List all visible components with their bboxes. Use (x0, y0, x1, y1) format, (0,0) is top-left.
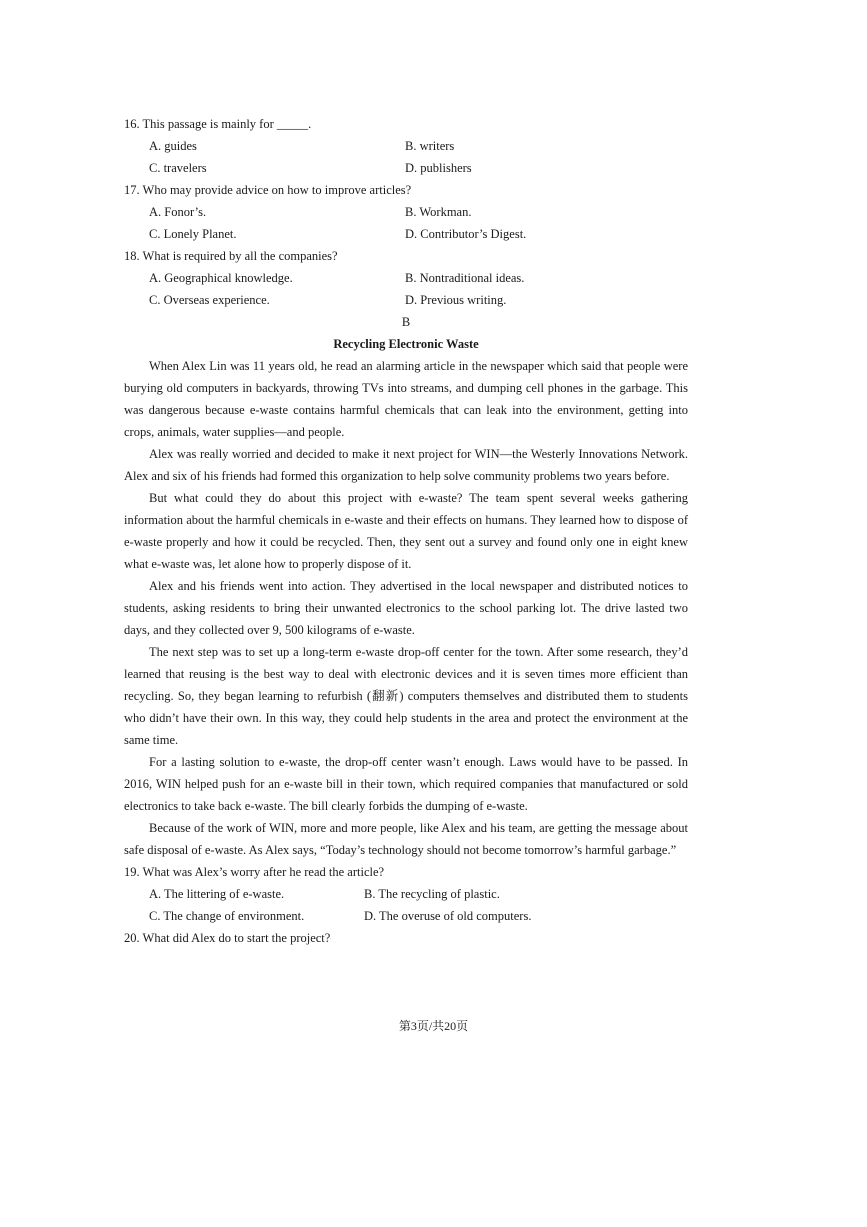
question-stem: 17. Who may provide advice on how to improve articles? (124, 183, 412, 197)
question-stem: 16. This passage is mainly for _____. (124, 117, 312, 131)
option-row (124, 883, 688, 905)
question-17 (124, 179, 688, 245)
passage-paragraph: But what could they do about this project with e-waste? The team spent several weeks gathering information about the harmful chemicals in e-waste and their effects on humans. They learned how to dispose of e-waste properly and how it could be recycled. Then, they sent out a survey and found only one in eight knew what e-waste was, let alone how to properly dispose of it. (124, 491, 688, 571)
option-b: B. writers (405, 139, 455, 153)
option-c: C. The change of environment. (149, 909, 305, 923)
passage-paragraph: Alex and his friends went into action. They advertised in the local newspaper and distributed notices to students, asking residents to bring their unwanted electronics to the school parking lot. The drive lasted two days, and they collected over 9, 500 kilograms of e-waste. (124, 579, 688, 637)
passage-paragraph: For a lasting solution to e-waste, the drop-off center wasn’t enough. Laws would have to be passed. In 2016, WIN helped push for an e-waste bill in their town, which required companies that manufactured or sold electronics to take back e-waste. The bill clearly forbids the dumping of e-waste. (124, 755, 688, 813)
section-letter: B (401, 315, 411, 329)
passage-title: Recycling Electronic Waste (333, 337, 479, 351)
option-c: C. travelers (149, 161, 207, 175)
option-row (124, 289, 688, 311)
passage-paragraph: Alex was really worried and decided to make it next project for WIN—the Westerly Innovations Network. Alex and six of his friends had formed this organization to help solve community problems two years before. (124, 447, 688, 483)
option-c: C. Overseas experience. (149, 293, 270, 307)
question-stem: 20. What did Alex do to start the project? (124, 931, 331, 945)
option-row (124, 267, 688, 289)
question-stem: 18. What is required by all the companies? (124, 249, 338, 263)
option-row (124, 135, 688, 157)
option-d: D. The overuse of old computers. (364, 909, 532, 923)
question-18 (124, 245, 688, 311)
option-a: A. Fonor’s. (149, 205, 207, 219)
option-row (124, 157, 688, 179)
option-b: B. The recycling of plastic. (364, 887, 500, 901)
option-c: C. Lonely Planet. (149, 227, 237, 241)
option-b: B. Workman. (405, 205, 472, 219)
option-d: D. Previous writing. (405, 293, 507, 307)
passage-paragraph: Because of the work of WIN, more and more people, like Alex and his team, are getting the message about safe disposal of e-waste. As Alex says, “Today’s technology should not become tomorrow’s harmful garbage.” (124, 821, 688, 857)
page-content (124, 113, 688, 949)
option-row (124, 201, 688, 223)
option-b: B. Nontraditional ideas. (405, 271, 525, 285)
option-row (124, 905, 688, 927)
option-d: D. publishers (405, 161, 472, 175)
option-a: A. guides (149, 139, 197, 153)
option-d: D. Contributor’s Digest. (405, 227, 527, 241)
question-20 (124, 927, 688, 949)
question-stem: 19. What was Alex’s worry after he read the article? (124, 865, 385, 879)
passage-paragraph: When Alex Lin was 11 years old, he read an alarming article in the newspaper which said that people were burying old computers in backyards, throwing TVs into streams, and dumping cell phones in the garbage. This was dangerous because e-waste contains harmful chemicals that can leak into the environment, getting into crops, animals, water supplies—and people. (124, 359, 688, 439)
passage-paragraph: The next step was to set up a long-term e-waste drop-off center for the town. After some research, they’d learned that reusing is the best way to deal with electronic devices and it is seven times more efficient than recycling. So, they began learning to refurbish (翻新) computers themselves and distributed them to students who didn’t have their own. In this way, they could help students in the area and protect the environment at the same time. (124, 645, 688, 747)
option-a: A. Geographical knowledge. (149, 271, 293, 285)
option-a: A. The littering of e-waste. (149, 887, 285, 901)
question-16 (124, 113, 688, 179)
option-row (124, 223, 688, 245)
page-number: 第3页/共20页 (398, 1019, 469, 1033)
question-19 (124, 861, 688, 927)
